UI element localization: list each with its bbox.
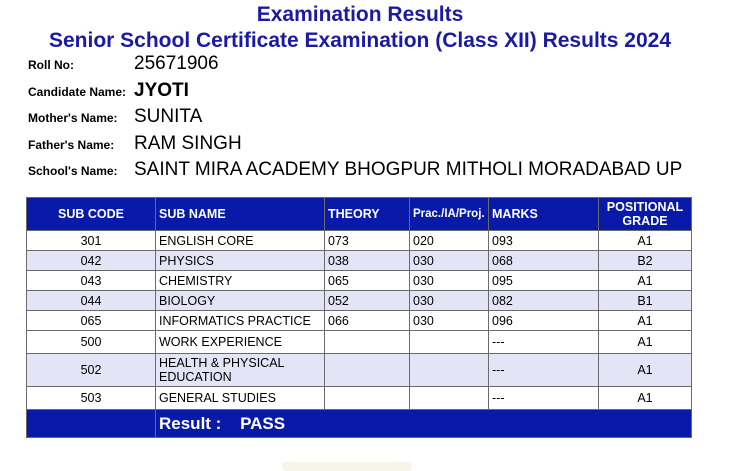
page-title: Examination Results: [256, 3, 464, 26]
mother-label: Mother's Name:: [28, 111, 118, 125]
sub-code: 502: [27, 354, 156, 387]
name-row: [28, 80, 682, 107]
grade: B1: [599, 291, 692, 311]
prac-marks: 030: [410, 271, 489, 291]
table-row: [27, 311, 692, 331]
theory-marks: [325, 331, 410, 354]
sub-name: BIOLOGY: [156, 291, 325, 311]
table-row: [27, 291, 692, 311]
header-prac: Prac./IA/Proj.: [410, 198, 489, 231]
table-row: [27, 231, 692, 251]
roll-row: [28, 53, 682, 80]
table-row: [27, 251, 692, 271]
father-label: Father's Name:: [28, 137, 115, 152]
sub-code: 043: [27, 271, 156, 291]
sub-code: 301: [27, 231, 156, 251]
header-marks: MARKS: [489, 198, 599, 231]
result-row: [27, 410, 692, 438]
theory-marks: 065: [325, 271, 410, 291]
roll-value: 25671906: [134, 53, 219, 74]
total-marks: 068: [489, 251, 599, 271]
school-label: School's Name:: [28, 164, 118, 178]
sub-name: HEALTH & PHYSICAL EDUCATION: [156, 354, 325, 387]
school-row: [28, 159, 682, 186]
page-subtitle: Senior School Certificate Examination (Class XII) Results 2024: [48, 29, 672, 52]
prac-marks: [410, 354, 489, 387]
sub-code: 503: [27, 387, 156, 410]
sub-code: 044: [27, 291, 156, 311]
grade: A1: [599, 387, 692, 410]
header-sub-name: SUB NAME: [156, 198, 325, 231]
grade: A1: [599, 331, 692, 354]
sub-name: ENGLISH CORE: [156, 231, 325, 251]
theory-marks: [325, 354, 410, 387]
header-theory: THEORY: [325, 198, 410, 231]
total-marks: 096: [489, 311, 599, 331]
prac-marks: 020: [410, 231, 489, 251]
school-value: SAINT MIRA ACADEMY BHOGPUR MITHOLI MORADABAD UP: [134, 159, 683, 180]
grade: A1: [599, 311, 692, 331]
sub-name: WORK EXPERIENCE: [156, 331, 325, 354]
marks-table: [26, 197, 692, 438]
total-marks: 095: [489, 271, 599, 291]
result-cell: [156, 410, 692, 438]
sub-name: INFORMATICS PRACTICE: [156, 311, 325, 331]
grade: A1: [599, 271, 692, 291]
sub-name: CHEMISTRY: [156, 271, 325, 291]
total-marks: ---: [489, 387, 599, 410]
result-value: PASS: [240, 413, 286, 433]
mother-value: SUNITA: [134, 106, 203, 127]
grade: A1: [599, 354, 692, 387]
prac-marks: 030: [410, 291, 489, 311]
page-header: [0, 2, 720, 54]
header-grade: POSITIONAL GRADE: [599, 198, 692, 231]
theory-marks: 052: [325, 291, 410, 311]
sub-code: 500: [27, 331, 156, 354]
prac-marks: 030: [410, 311, 489, 331]
prac-marks: [410, 331, 489, 354]
table-row: [27, 271, 692, 291]
name-value: JYOTI: [134, 79, 189, 101]
theory-marks: [325, 387, 410, 410]
total-marks: ---: [489, 354, 599, 387]
total-marks: 093: [489, 231, 599, 251]
name-label: Candidate Name:: [28, 84, 127, 99]
prac-marks: 030: [410, 251, 489, 271]
theory-marks: 038: [325, 251, 410, 271]
theory-marks: 066: [325, 311, 410, 331]
grade: A1: [599, 231, 692, 251]
table-row: [27, 331, 692, 354]
bottom-divider: [282, 462, 412, 471]
result-spacer: [27, 410, 156, 438]
mother-row: [28, 106, 682, 133]
roll-label: Roll No:: [28, 58, 74, 72]
sub-name: PHYSICS: [156, 251, 325, 271]
father-value: RAM SINGH: [134, 132, 242, 154]
prac-marks: [410, 387, 489, 410]
grade: B2: [599, 251, 692, 271]
sub-code: 042: [27, 251, 156, 271]
candidate-info: [28, 53, 682, 186]
total-marks: 082: [489, 291, 599, 311]
table-header-row: [27, 198, 692, 231]
total-marks: ---: [489, 331, 599, 354]
theory-marks: 073: [325, 231, 410, 251]
table-row: [27, 354, 692, 387]
table-row: [27, 387, 692, 410]
result-label: Result :: [159, 413, 222, 433]
header-sub-code: SUB CODE: [27, 198, 156, 231]
sub-code: 065: [27, 311, 156, 331]
sub-name: GENERAL STUDIES: [156, 387, 325, 410]
father-row: [28, 133, 682, 160]
